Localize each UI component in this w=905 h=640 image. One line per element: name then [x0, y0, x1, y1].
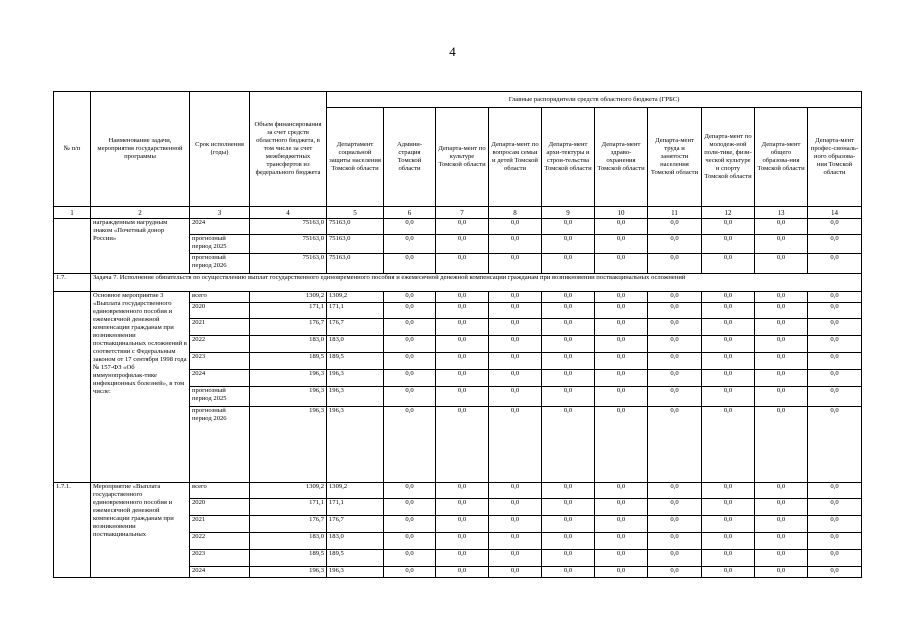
- task-number: 1.7.: [54, 274, 91, 292]
- column-number: 1: [54, 207, 91, 219]
- row-value: 0,0: [595, 292, 648, 303]
- row-value: 0,0: [489, 533, 542, 550]
- budget-table: [53, 91, 862, 578]
- row-term: 2024: [190, 370, 250, 387]
- row-value: 0,0: [595, 533, 648, 550]
- row-value: 0,0: [808, 499, 862, 516]
- row-value: 0,0: [384, 219, 436, 235]
- row-name: Основное мероприятие 3 «Выплата государственного единовременного пособия и ежемесячной денежной компенсации гражданам при возникновении поствакцинальных осложнений в соответствии с Федеральным законом от 17 сентября 1998 года № 157-ФЗ «Об иммунопрофилак-тике инфекционных болезней», в том числе:: [91, 292, 190, 483]
- row-value: 0,0: [436, 499, 489, 516]
- row-value: 0,0: [595, 483, 648, 499]
- column-number: 4: [250, 207, 327, 219]
- row-value: 0,0: [542, 567, 595, 578]
- row-value: 0,0: [595, 516, 648, 533]
- row-value: 0,0: [648, 370, 702, 387]
- row-value: 0,0: [808, 219, 862, 235]
- row-value: 0,0: [755, 292, 808, 303]
- row-volume: 176,7: [250, 516, 327, 533]
- row-value: 196,3: [327, 567, 384, 578]
- row-term: 2020: [190, 499, 250, 516]
- row-term: всего: [190, 292, 250, 303]
- row-value: 0,0: [808, 483, 862, 499]
- row-number: 1.7.1.: [54, 483, 91, 578]
- row-value: 0,0: [384, 254, 436, 274]
- row-value: 0,0: [702, 292, 755, 303]
- row-value: 0,0: [755, 336, 808, 353]
- row-term: 2023: [190, 550, 250, 567]
- row-value: 0,0: [702, 353, 755, 370]
- column-number: 8: [489, 207, 542, 219]
- row-value: 0,0: [595, 319, 648, 336]
- row-term: прогнозный период 2026: [190, 254, 250, 274]
- row-value: 0,0: [489, 483, 542, 499]
- column-number: 6: [384, 207, 436, 219]
- row-value: 0,0: [755, 219, 808, 235]
- row-term: прогнозный период 2025: [190, 387, 250, 407]
- row-value: 0,0: [436, 303, 489, 319]
- row-value: 0,0: [648, 254, 702, 274]
- table-row: [54, 483, 862, 499]
- row-value: 0,0: [755, 235, 808, 254]
- row-term: 2022: [190, 533, 250, 550]
- row-volume: 171,1: [250, 303, 327, 319]
- row-value: 0,0: [702, 319, 755, 336]
- row-term: прогнозный период 2026: [190, 407, 250, 483]
- row-value: 0,0: [542, 516, 595, 533]
- row-value: 0,0: [755, 353, 808, 370]
- column-number: 2: [91, 207, 190, 219]
- row-volume: 75163,0: [250, 219, 327, 235]
- row-value: 0,0: [436, 336, 489, 353]
- row-term: 2023: [190, 353, 250, 370]
- row-value: 0,0: [808, 336, 862, 353]
- row-volume: 196,3: [250, 387, 327, 407]
- row-value: 0,0: [542, 407, 595, 483]
- row-value: 0,0: [595, 235, 648, 254]
- row-value: 0,0: [808, 567, 862, 578]
- row-value: 0,0: [755, 499, 808, 516]
- row-volume: 75163,0: [250, 235, 327, 254]
- row-value: 0,0: [436, 319, 489, 336]
- row-value: 176,7: [327, 319, 384, 336]
- header-term: Срок исполнения (годы): [190, 92, 250, 207]
- row-value: 0,0: [595, 336, 648, 353]
- header-grbs-6: Департа-мент здраво-охранения Томской области: [595, 108, 648, 207]
- task-text: Задача 7. Исполнение обязательств по осуществлению выплат государственного единовременного пособия и ежемесячной денежной компенсации гражданам при возникновении поствакцинальных осложнений: [91, 274, 862, 292]
- row-value: 0,0: [755, 567, 808, 578]
- row-value: 0,0: [595, 370, 648, 387]
- row-number: [54, 219, 91, 274]
- row-value: 0,0: [702, 387, 755, 407]
- row-value: 0,0: [808, 550, 862, 567]
- table-body: [54, 219, 862, 578]
- row-value: 0,0: [648, 407, 702, 483]
- column-number: 13: [755, 207, 808, 219]
- row-value: 0,0: [702, 254, 755, 274]
- row-value: 0,0: [436, 219, 489, 235]
- row-value: 0,0: [595, 353, 648, 370]
- header-grbs-1: Департамент социальной защиты населения Томской области: [327, 108, 384, 207]
- row-value: 0,0: [755, 303, 808, 319]
- row-value: 0,0: [436, 533, 489, 550]
- page-number: 4: [449, 44, 456, 59]
- row-value: 0,0: [648, 353, 702, 370]
- row-value: 0,0: [436, 516, 489, 533]
- row-value: 0,0: [489, 336, 542, 353]
- row-value: 196,3: [327, 407, 384, 483]
- row-value: 0,0: [648, 303, 702, 319]
- row-value: 0,0: [489, 303, 542, 319]
- row-value: 0,0: [384, 303, 436, 319]
- row-value: 0,0: [595, 550, 648, 567]
- row-value: 0,0: [436, 235, 489, 254]
- row-value: 0,0: [384, 370, 436, 387]
- row-value: 0,0: [648, 292, 702, 303]
- header-grbs-2: Админи-страция Томской области: [384, 108, 436, 207]
- row-value: 0,0: [755, 516, 808, 533]
- row-value: 0,0: [595, 567, 648, 578]
- row-value: 0,0: [702, 235, 755, 254]
- row-value: 0,0: [384, 533, 436, 550]
- row-value: 0,0: [384, 567, 436, 578]
- row-value: 176,7: [327, 516, 384, 533]
- column-number: 5: [327, 207, 384, 219]
- row-value: 0,0: [808, 254, 862, 274]
- row-value: 0,0: [755, 550, 808, 567]
- row-term: 2024: [190, 219, 250, 235]
- header-grbs-title: Главные распорядители средств областного бюджета (ГРБС): [327, 92, 862, 108]
- row-volume: 183,0: [250, 533, 327, 550]
- row-value: 0,0: [542, 254, 595, 274]
- row-value: 183,0: [327, 336, 384, 353]
- row-value: 0,0: [384, 407, 436, 483]
- row-value: 0,0: [808, 533, 862, 550]
- header-grbs-4: Департа-мент по вопросам семьи и детей Томской области: [489, 108, 542, 207]
- row-value: 0,0: [384, 336, 436, 353]
- row-value: 0,0: [489, 219, 542, 235]
- row-value: 0,0: [595, 387, 648, 407]
- row-value: 0,0: [648, 533, 702, 550]
- header-grbs-9: Департа-мент общего образова-ния Томской области: [755, 108, 808, 207]
- row-value: 171,1: [327, 499, 384, 516]
- row-value: 0,0: [489, 407, 542, 483]
- row-value: 183,0: [327, 533, 384, 550]
- column-number: 12: [702, 207, 755, 219]
- column-number: 11: [648, 207, 702, 219]
- row-value: 0,0: [384, 483, 436, 499]
- row-value: 0,0: [702, 336, 755, 353]
- row-value: 0,0: [489, 550, 542, 567]
- header-grbs-3: Департа-мент по культуре Томской области: [436, 108, 489, 207]
- row-value: 196,3: [327, 370, 384, 387]
- row-value: 0,0: [648, 567, 702, 578]
- row-value: 0,0: [595, 219, 648, 235]
- row-value: 0,0: [808, 407, 862, 483]
- row-value: 171,1: [327, 303, 384, 319]
- row-value: 0,0: [436, 567, 489, 578]
- row-value: 0,0: [542, 483, 595, 499]
- header-num: № п/п: [54, 92, 91, 207]
- row-value: 0,0: [436, 483, 489, 499]
- row-value: 0,0: [702, 219, 755, 235]
- header-grbs-10: Департа-мент профес-сиональ-ного образова-ния Томской области: [808, 108, 862, 207]
- row-value: 0,0: [489, 516, 542, 533]
- row-value: 0,0: [542, 219, 595, 235]
- row-value: 0,0: [542, 319, 595, 336]
- row-value: 0,0: [648, 235, 702, 254]
- row-value: 0,0: [436, 387, 489, 407]
- row-value: 75163,0: [327, 235, 384, 254]
- row-value: 0,0: [702, 533, 755, 550]
- row-term: всего: [190, 483, 250, 499]
- row-value: 0,0: [489, 235, 542, 254]
- table-header: [54, 92, 862, 219]
- table-row: [54, 292, 862, 303]
- row-term: 2020: [190, 303, 250, 319]
- row-value: 0,0: [755, 254, 808, 274]
- row-name: награжденным нагрудным знаком «Почетный донор России»: [91, 219, 190, 274]
- row-value: 0,0: [808, 370, 862, 387]
- row-value: 0,0: [542, 353, 595, 370]
- row-volume: 75163,0: [250, 254, 327, 274]
- row-volume: 196,3: [250, 567, 327, 578]
- row-value: 0,0: [489, 319, 542, 336]
- row-value: 0,0: [702, 567, 755, 578]
- row-value: 0,0: [384, 292, 436, 303]
- row-value: 0,0: [702, 407, 755, 483]
- row-value: 0,0: [648, 319, 702, 336]
- row-value: 0,0: [384, 235, 436, 254]
- row-value: 0,0: [384, 387, 436, 407]
- row-value: 0,0: [384, 516, 436, 533]
- row-value: 0,0: [702, 303, 755, 319]
- row-volume: 196,3: [250, 370, 327, 387]
- row-value: 0,0: [808, 303, 862, 319]
- row-value: 0,0: [384, 353, 436, 370]
- row-value: 0,0: [702, 370, 755, 387]
- header-grbs-8: Департа-мент по молодеж-ной поли-тике, физи-ческой культуре и спорту Томской области: [702, 108, 755, 207]
- row-value: 0,0: [808, 387, 862, 407]
- column-number: 7: [436, 207, 489, 219]
- row-term: 2021: [190, 319, 250, 336]
- row-value: 0,0: [542, 336, 595, 353]
- row-value: 0,0: [755, 319, 808, 336]
- row-value: 0,0: [808, 292, 862, 303]
- row-value: 0,0: [384, 499, 436, 516]
- header-name: Наименование задачи, мероприятия государственной программы: [91, 92, 190, 207]
- row-value: 75163,0: [327, 254, 384, 274]
- row-value: 0,0: [489, 370, 542, 387]
- row-value: 0,0: [384, 550, 436, 567]
- row-volume: 1309,2: [250, 483, 327, 499]
- row-volume: 189,5: [250, 550, 327, 567]
- row-value: 0,0: [542, 303, 595, 319]
- row-value: 0,0: [542, 550, 595, 567]
- row-value: 0,0: [384, 319, 436, 336]
- row-value: 0,0: [595, 499, 648, 516]
- row-value: 0,0: [542, 235, 595, 254]
- row-value: 189,5: [327, 550, 384, 567]
- header-volume: Объем финансирования за счет средств областного бюджета, в том числе за счет межбюджетных трансфертов из федерального бюджета: [250, 92, 327, 207]
- row-value: 75163,0: [327, 219, 384, 235]
- row-value: 0,0: [648, 483, 702, 499]
- row-value: 0,0: [808, 235, 862, 254]
- row-value: 0,0: [489, 254, 542, 274]
- row-value: 0,0: [489, 499, 542, 516]
- row-value: 0,0: [436, 254, 489, 274]
- row-value: 0,0: [755, 370, 808, 387]
- row-value: 189,5: [327, 353, 384, 370]
- header-grbs-7: Департа-мент труда и занятости населения Томской области: [648, 108, 702, 207]
- row-volume: 176,7: [250, 319, 327, 336]
- row-value: 0,0: [648, 516, 702, 533]
- column-number: 10: [595, 207, 648, 219]
- task-row: [54, 274, 862, 292]
- row-number: [54, 292, 91, 483]
- row-value: 0,0: [808, 353, 862, 370]
- row-value: 0,0: [808, 319, 862, 336]
- row-volume: 189,5: [250, 353, 327, 370]
- row-value: 0,0: [755, 533, 808, 550]
- row-value: 0,0: [755, 387, 808, 407]
- row-value: 0,0: [542, 387, 595, 407]
- row-value: 0,0: [595, 303, 648, 319]
- row-value: 1309,2: [327, 292, 384, 303]
- row-value: 0,0: [648, 550, 702, 567]
- row-volume: 196,3: [250, 407, 327, 483]
- row-value: 0,0: [702, 483, 755, 499]
- row-value: 0,0: [542, 499, 595, 516]
- row-value: 1309,2: [327, 483, 384, 499]
- row-volume: 171,1: [250, 499, 327, 516]
- row-term: прогнозный период 2025: [190, 235, 250, 254]
- row-value: 0,0: [702, 550, 755, 567]
- row-value: 0,0: [648, 387, 702, 407]
- row-value: 0,0: [436, 353, 489, 370]
- row-value: 0,0: [542, 292, 595, 303]
- header-grbs-5: Департа-мент архи-тектуры и строи-тельства Томской области: [542, 108, 595, 207]
- row-value: 0,0: [436, 407, 489, 483]
- row-volume: 183,0: [250, 336, 327, 353]
- row-value: 0,0: [489, 353, 542, 370]
- row-value: 0,0: [595, 254, 648, 274]
- table-row: [54, 219, 862, 235]
- row-value: 0,0: [489, 292, 542, 303]
- row-value: 0,0: [542, 533, 595, 550]
- row-value: 0,0: [489, 567, 542, 578]
- column-number: 14: [808, 207, 862, 219]
- row-value: 0,0: [702, 516, 755, 533]
- column-number-row: [54, 207, 862, 219]
- row-value: 0,0: [702, 499, 755, 516]
- row-value: 0,0: [755, 483, 808, 499]
- column-number: 9: [542, 207, 595, 219]
- row-value: 196,3: [327, 387, 384, 407]
- column-number: 3: [190, 207, 250, 219]
- row-term: 2024: [190, 567, 250, 578]
- row-value: 0,0: [542, 370, 595, 387]
- row-name: Мероприятие «Выплата государственного единовременного пособия и ежемесячной денежной компенсации гражданам при возникновении поствакцинальных: [91, 483, 190, 578]
- row-value: 0,0: [436, 370, 489, 387]
- row-value: 0,0: [648, 336, 702, 353]
- row-term: 2021: [190, 516, 250, 533]
- row-value: 0,0: [755, 407, 808, 483]
- row-value: 0,0: [436, 292, 489, 303]
- row-value: 0,0: [648, 499, 702, 516]
- row-value: 0,0: [808, 516, 862, 533]
- row-term: 2022: [190, 336, 250, 353]
- row-value: 0,0: [436, 550, 489, 567]
- row-volume: 1309,2: [250, 292, 327, 303]
- row-value: 0,0: [489, 387, 542, 407]
- row-value: 0,0: [648, 219, 702, 235]
- row-value: 0,0: [595, 407, 648, 483]
